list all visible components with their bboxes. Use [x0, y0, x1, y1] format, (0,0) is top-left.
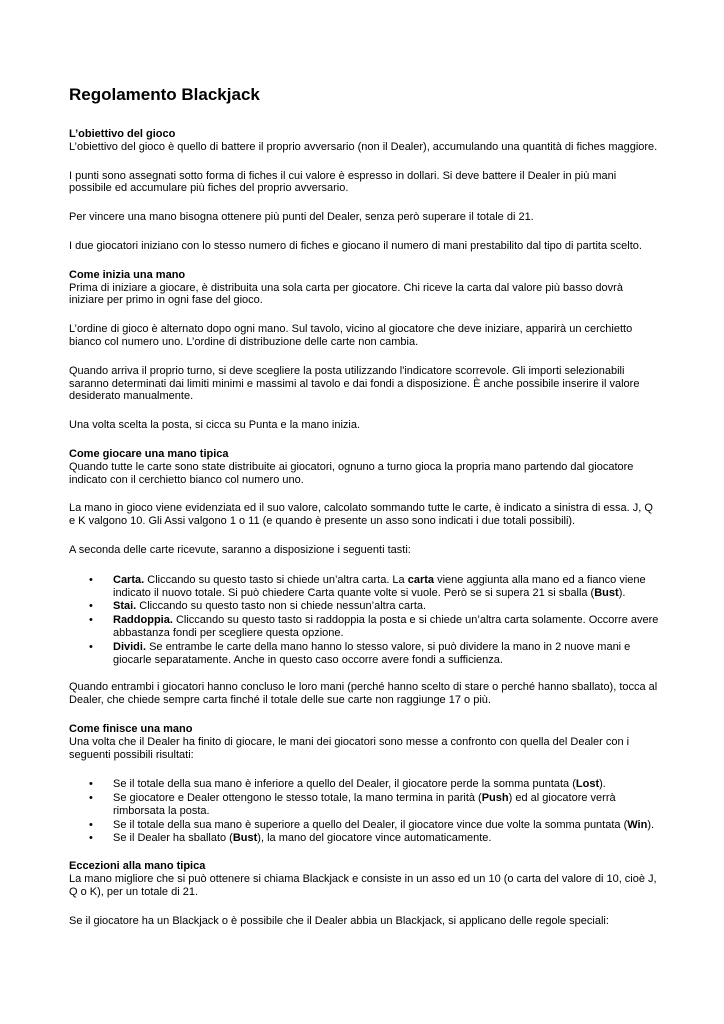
item-text: Se il totale della sua mano è superiore a quello del Dealer, il giocatore vince due volte la somma puntata ( [113, 818, 628, 831]
item-text: ). [599, 778, 606, 791]
bullet-icon: • [89, 832, 93, 845]
term-push: Push [481, 792, 509, 805]
paragraph: I punti sono assegnati sotto forma di fiches il cui valore è espresso in dollari. Si deve battere il Dealer in più mani possibile ed accumulare più fiches del proprio avversario. [69, 169, 617, 195]
document-page [69, 85, 659, 943]
item-text: Se giocatore e Dealer ottengono le stesso totale, la mano termina in parità ( [113, 792, 482, 805]
section-heading: Come inizia una mano [69, 268, 186, 281]
list-item-stai [89, 600, 659, 613]
paragraph-text: L’obiettivo del gioco è quello di battere il proprio avversario (non il Dealer), accumulando una quantità di fiches maggiore. [69, 140, 658, 153]
paragraph: Quando entrambi i giocatori hanno concluso le loro mani (perché hanno scelto di stare o perché hanno sballato), tocca al Dealer, che chiede sempre carta finché il totale delle sue carte non raggiunge 17 o più. [69, 681, 658, 707]
item-text: ) ed al giocatore verrà rimborsata la posta. [113, 792, 616, 817]
section-inizio [69, 269, 659, 432]
section-heading: Come finisce una mano [69, 722, 193, 735]
section-obiettivo [69, 128, 659, 253]
term-stai: Stai. [113, 600, 137, 613]
results-list [69, 778, 659, 845]
list-item-lost [89, 778, 659, 791]
list-item-bust [89, 832, 659, 845]
bullet-icon: • [89, 614, 93, 627]
paragraph: Quando arriva il proprio turno, si deve scegliere la posta utilizzando l'indicatore scorrevole. Gli importi selezionabili saranno determinati dai limiti minimi e massimi al tavolo e dai fondi a disposizione. È anche possibile inserire il valore desiderato manualmente. [69, 364, 640, 403]
item-text: Cliccando su questo tasto si chiede un’altra carta. La [144, 573, 408, 586]
section-heading: Come giocare una mano tipica [69, 447, 229, 460]
term-carta-inline: carta [407, 573, 435, 586]
paragraph-text: Prima di iniziare a giocare, è distribuita una sola carta per giocatore. Chi riceve la carta dal valore più basso dovrà iniziare per primo in ogni fase del gioco. [69, 281, 623, 307]
page-title: Regolamento Blackjack [69, 85, 260, 104]
item-text: viene aggiunta alla mano ed a fianco viene indicato il nuovo totale. Si può chiedere Carta quante volte si vuole. Però se si supera 21 si sballa ( [113, 573, 646, 599]
list-item-carta [89, 573, 659, 600]
paragraph: L’ordine di gioco è alternato dopo ogni mano. Sul tavolo, vicino al giocatore che deve iniziare, apparirà un cerchietto bianco col numero uno. L’ordine di distribuzione delle carte non cambia. [69, 323, 633, 348]
paragraph-text: Una volta che il Dealer ha finito di giocare, le mani dei giocatori sono messe a confronto con quella del Dealer con i seguenti possibili risultati: [69, 735, 630, 761]
paragraph [69, 723, 659, 761]
section-eccezioni [69, 860, 659, 927]
term-win: Win [627, 818, 648, 831]
item-text: Cliccando su questo tasto si raddoppia la posta e si chiede un’altra carta solamente. Occorre avere abbastanza fondi per scegliere questa opzione. [113, 614, 659, 639]
list-item-dividi [89, 640, 659, 667]
bullet-icon: • [89, 778, 93, 791]
bullet-icon: • [89, 792, 93, 805]
paragraph-text: La mano migliore che si può ottenere si chiama Blackjack e consiste in un asso ed un 10 (o carta del valore di 10, cioè J, Q o K), per un totale di 21. [69, 873, 657, 898]
term-lost: Lost [575, 778, 600, 791]
list-item-win [89, 818, 659, 832]
paragraph: A seconda delle carte ricevute, saranno a disposizione i seguenti tasti: [69, 543, 411, 556]
bullet-icon: • [89, 818, 93, 831]
list-item-raddoppia [89, 614, 659, 640]
list-item-push [89, 792, 659, 818]
paragraph: I due giocatori iniziano con lo stesso numero di fiches e giocano il numero di mani prestabilito dal tipo di partita scelto. [69, 239, 642, 252]
item-text: ), la mano del giocatore vince automaticamente. [257, 832, 492, 845]
item-text: Se entrambe le carte della mano hanno lo stesso valore, si può dividere la mano in 2 nuove mani e giocarle separatamente. Anche in questo caso occorre avere fondi a sufficienza. [113, 640, 631, 666]
paragraph: Per vincere una mano bisogna ottenere più punti del Dealer, senza però superare il totale di 21. [69, 211, 534, 224]
paragraph-text: Quando tutte le carte sono state distribuite ai giocatori, ognuno a turno gioca la propria mano partendo dal giocatore indicato con il cerchietto bianco col numero uno. [69, 460, 634, 486]
term-bust: Bust [232, 832, 258, 845]
item-text: Se il totale della sua mano è inferiore a quello del Dealer, il giocatore perde la somma puntata ( [113, 778, 576, 791]
paragraph: Se il giocatore ha un Blackjack o è possibile che il Dealer abbia un Blackjack, si applicano delle regole speciali: [69, 914, 609, 927]
item-text: Cliccando su questo tasto non si chiede nessun’altra carta. [136, 600, 427, 613]
section-tipica [69, 448, 659, 707]
bullet-icon: • [89, 573, 93, 586]
term-raddoppia: Raddoppia. [113, 614, 173, 627]
term-dividi: Dividi. [113, 640, 147, 653]
bullet-icon: • [89, 640, 93, 653]
paragraph: La mano in gioco viene evidenziata ed il suo valore, calcolato sommando tutte le carte, è indicato a sinistra di essa. J, Q e K valgono 10. Gli Assi valgono 1 o 11 (e quando è presente un asso sono indicati i due totali possibili). [69, 502, 653, 528]
paragraph [69, 128, 659, 154]
term-bust: Bust [594, 586, 619, 599]
section-heading: L’obiettivo del gioco [69, 128, 176, 140]
paragraph: Una volta scelta la posta, si cicca su Punta e la mano inizia. [69, 419, 361, 432]
term-carta: Carta. [113, 573, 145, 586]
paragraph [69, 448, 659, 486]
section-heading: Eccezioni alla mano tipica [69, 860, 206, 873]
section-fine [69, 723, 659, 845]
paragraph [69, 269, 659, 307]
item-text: Se il Dealer ha sballato ( [113, 832, 233, 845]
button-list [69, 574, 659, 667]
item-text: ). [647, 818, 655, 831]
item-text: ). [618, 586, 626, 599]
paragraph [69, 860, 659, 898]
bullet-icon: • [89, 600, 93, 613]
